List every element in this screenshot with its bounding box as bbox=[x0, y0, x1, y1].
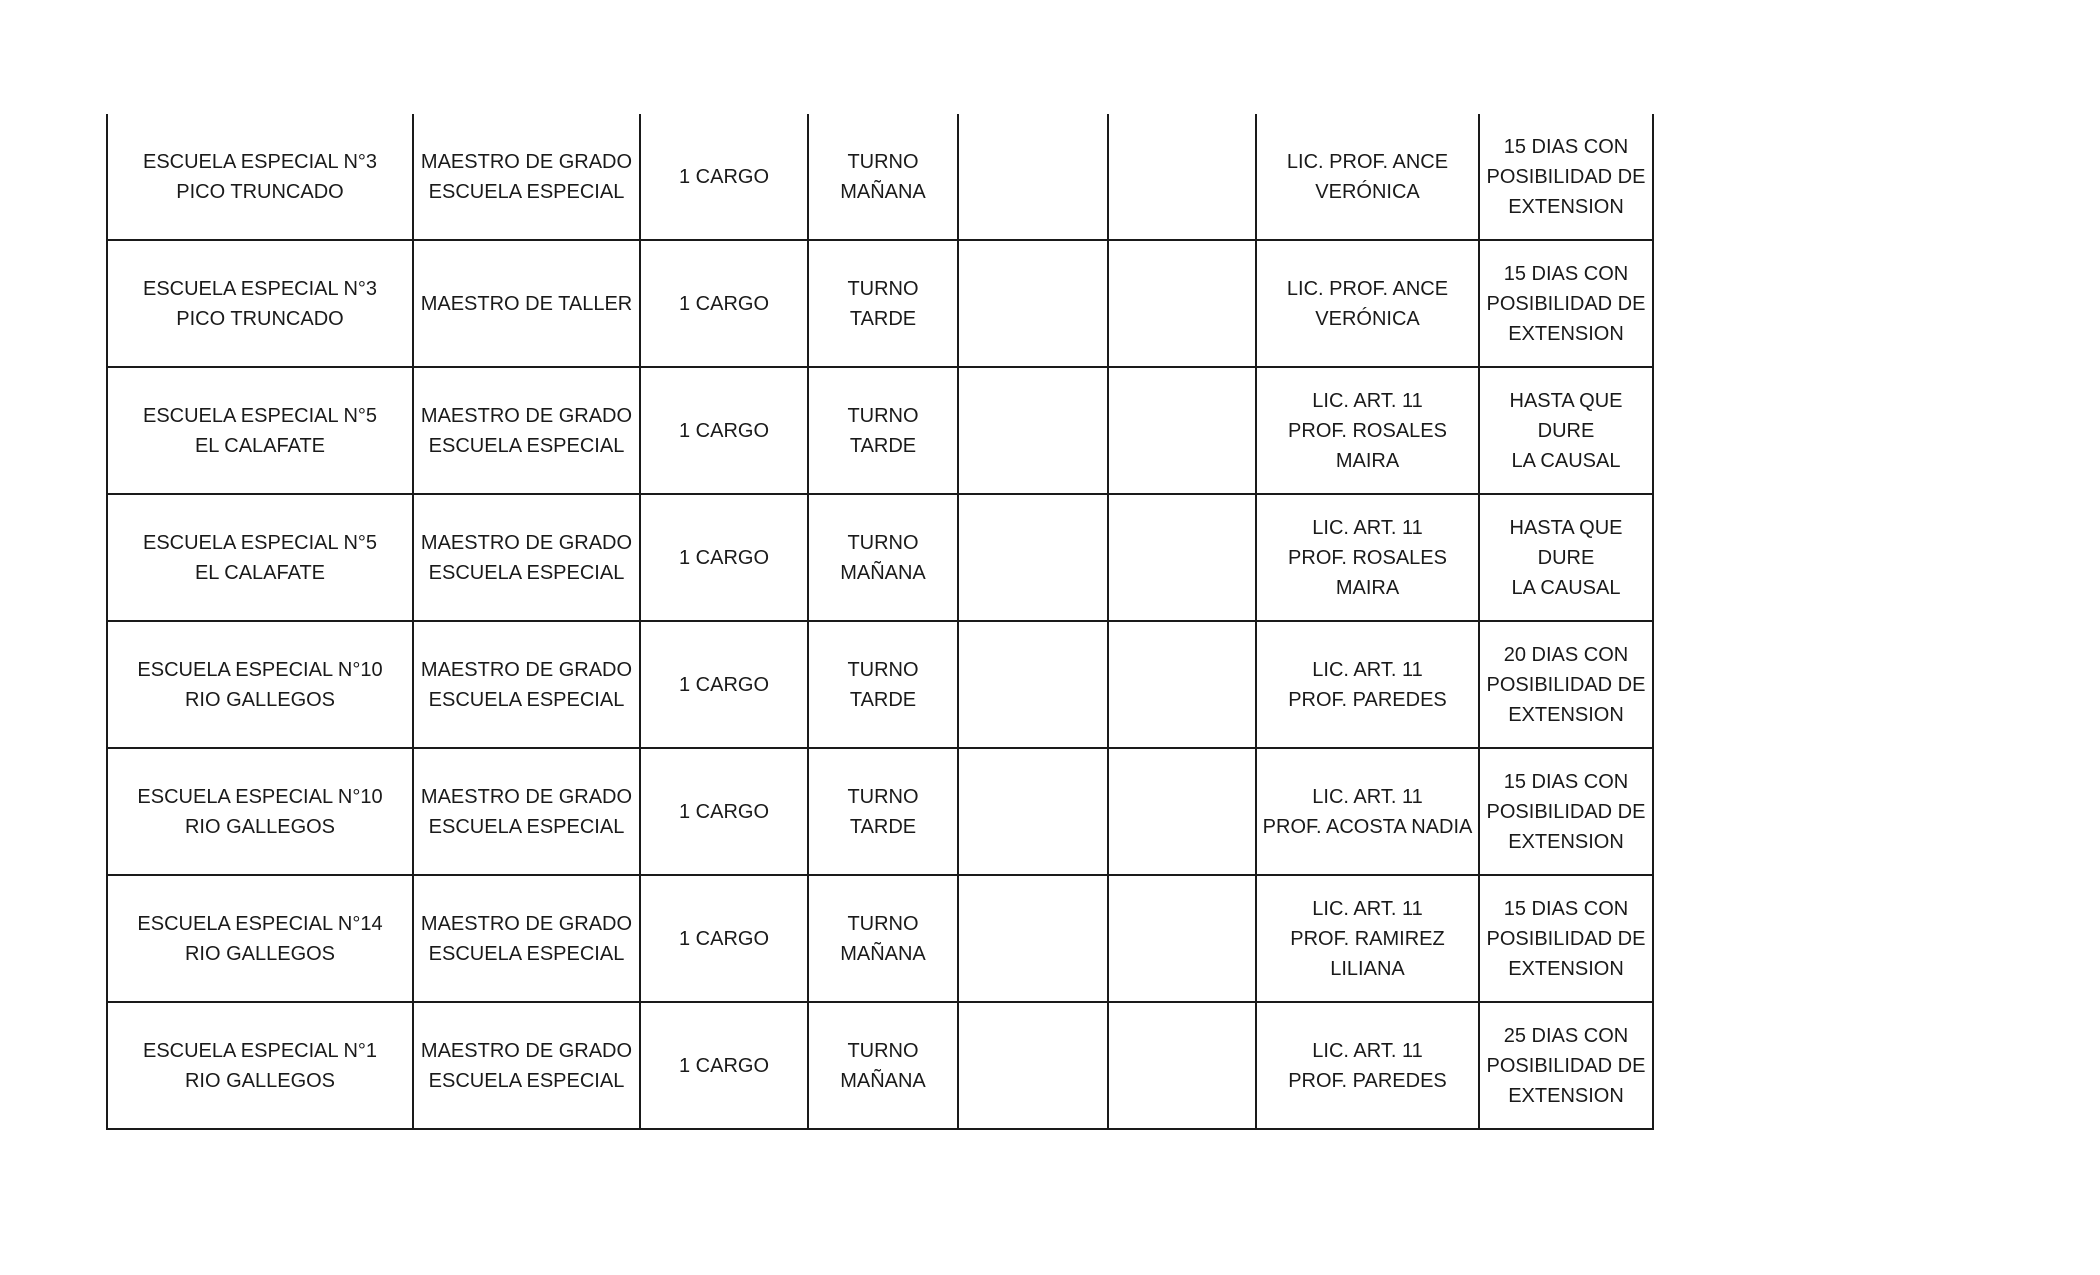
position-cell: MAESTRO DE GRADO ESCUELA ESPECIAL bbox=[413, 621, 640, 748]
reason-cell: LIC. ART. 11 PROF. RAMIREZ LILIANA bbox=[1256, 875, 1479, 1002]
empty-cell bbox=[958, 494, 1108, 621]
reason-cell: LIC. PROF. ANCE VERÓNICA bbox=[1256, 114, 1479, 240]
empty-cell bbox=[958, 748, 1108, 875]
shift-cell: TURNO MAÑANA bbox=[808, 1002, 958, 1129]
table-row bbox=[107, 114, 1653, 240]
empty-cell bbox=[1108, 875, 1256, 1002]
quantity-cell: 1 CARGO bbox=[640, 875, 808, 1002]
empty-cell bbox=[1108, 114, 1256, 240]
position-cell: MAESTRO DE GRADO ESCUELA ESPECIAL bbox=[413, 367, 640, 494]
empty-cell bbox=[1108, 240, 1256, 367]
empty-cell bbox=[1108, 1002, 1256, 1129]
shift-cell: TURNO TARDE bbox=[808, 240, 958, 367]
position-cell: MAESTRO DE GRADO ESCUELA ESPECIAL bbox=[413, 114, 640, 240]
empty-cell bbox=[958, 367, 1108, 494]
quantity-cell: 1 CARGO bbox=[640, 748, 808, 875]
quantity-cell: 1 CARGO bbox=[640, 1002, 808, 1129]
empty-cell bbox=[1108, 367, 1256, 494]
reason-cell: LIC. ART. 11 PROF. ROSALES MAIRA bbox=[1256, 367, 1479, 494]
position-cell: MAESTRO DE GRADO ESCUELA ESPECIAL bbox=[413, 748, 640, 875]
reason-cell: LIC. ART. 11 PROF. ROSALES MAIRA bbox=[1256, 494, 1479, 621]
table-row bbox=[107, 748, 1653, 875]
shift-cell: TURNO MAÑANA bbox=[808, 875, 958, 1002]
school-cell: ESCUELA ESPECIAL N°3 PICO TRUNCADO bbox=[107, 114, 413, 240]
empty-cell bbox=[1108, 621, 1256, 748]
empty-cell bbox=[958, 1002, 1108, 1129]
duration-cell: HASTA QUE DURE LA CAUSAL bbox=[1479, 367, 1653, 494]
position-cell: MAESTRO DE GRADO ESCUELA ESPECIAL bbox=[413, 875, 640, 1002]
empty-cell bbox=[958, 240, 1108, 367]
table-row bbox=[107, 1002, 1653, 1129]
table-row bbox=[107, 240, 1653, 367]
reason-cell: LIC. PROF. ANCE VERÓNICA bbox=[1256, 240, 1479, 367]
vacancy-table bbox=[106, 114, 1654, 1130]
duration-cell: 15 DIAS CON POSIBILIDAD DE EXTENSION bbox=[1479, 114, 1653, 240]
empty-cell bbox=[958, 875, 1108, 1002]
reason-cell: LIC. ART. 11 PROF. PAREDES bbox=[1256, 621, 1479, 748]
shift-cell: TURNO MAÑANA bbox=[808, 494, 958, 621]
shift-cell: TURNO MAÑANA bbox=[808, 114, 958, 240]
school-cell: ESCUELA ESPECIAL N°14 RIO GALLEGOS bbox=[107, 875, 413, 1002]
table-row bbox=[107, 621, 1653, 748]
empty-cell bbox=[1108, 748, 1256, 875]
quantity-cell: 1 CARGO bbox=[640, 494, 808, 621]
quantity-cell: 1 CARGO bbox=[640, 114, 808, 240]
school-cell: ESCUELA ESPECIAL N°10 RIO GALLEGOS bbox=[107, 748, 413, 875]
shift-cell: TURNO TARDE bbox=[808, 621, 958, 748]
position-cell: MAESTRO DE GRADO ESCUELA ESPECIAL bbox=[413, 1002, 640, 1129]
quantity-cell: 1 CARGO bbox=[640, 621, 808, 748]
quantity-cell: 1 CARGO bbox=[640, 367, 808, 494]
position-cell: MAESTRO DE TALLER bbox=[413, 240, 640, 367]
school-cell: ESCUELA ESPECIAL N°1 RIO GALLEGOS bbox=[107, 1002, 413, 1129]
school-cell: ESCUELA ESPECIAL N°5 EL CALAFATE bbox=[107, 367, 413, 494]
reason-cell: LIC. ART. 11 PROF. ACOSTA NADIA bbox=[1256, 748, 1479, 875]
empty-cell bbox=[1108, 494, 1256, 621]
table-row bbox=[107, 875, 1653, 1002]
reason-cell: LIC. ART. 11 PROF. PAREDES bbox=[1256, 1002, 1479, 1129]
school-cell: ESCUELA ESPECIAL N°3 PICO TRUNCADO bbox=[107, 240, 413, 367]
vacancy-table-body bbox=[107, 114, 1653, 1129]
duration-cell: 15 DIAS CON POSIBILIDAD DE EXTENSION bbox=[1479, 875, 1653, 1002]
duration-cell: 15 DIAS CON POSIBILIDAD DE EXTENSION bbox=[1479, 240, 1653, 367]
empty-cell bbox=[958, 621, 1108, 748]
quantity-cell: 1 CARGO bbox=[640, 240, 808, 367]
school-cell: ESCUELA ESPECIAL N°5 EL CALAFATE bbox=[107, 494, 413, 621]
table-row bbox=[107, 367, 1653, 494]
table-row bbox=[107, 494, 1653, 621]
duration-cell: HASTA QUE DURE LA CAUSAL bbox=[1479, 494, 1653, 621]
shift-cell: TURNO TARDE bbox=[808, 367, 958, 494]
duration-cell: 25 DIAS CON POSIBILIDAD DE EXTENSION bbox=[1479, 1002, 1653, 1129]
empty-cell bbox=[958, 114, 1108, 240]
duration-cell: 15 DIAS CON POSIBILIDAD DE EXTENSION bbox=[1479, 748, 1653, 875]
duration-cell: 20 DIAS CON POSIBILIDAD DE EXTENSION bbox=[1479, 621, 1653, 748]
shift-cell: TURNO TARDE bbox=[808, 748, 958, 875]
school-cell: ESCUELA ESPECIAL N°10 RIO GALLEGOS bbox=[107, 621, 413, 748]
position-cell: MAESTRO DE GRADO ESCUELA ESPECIAL bbox=[413, 494, 640, 621]
